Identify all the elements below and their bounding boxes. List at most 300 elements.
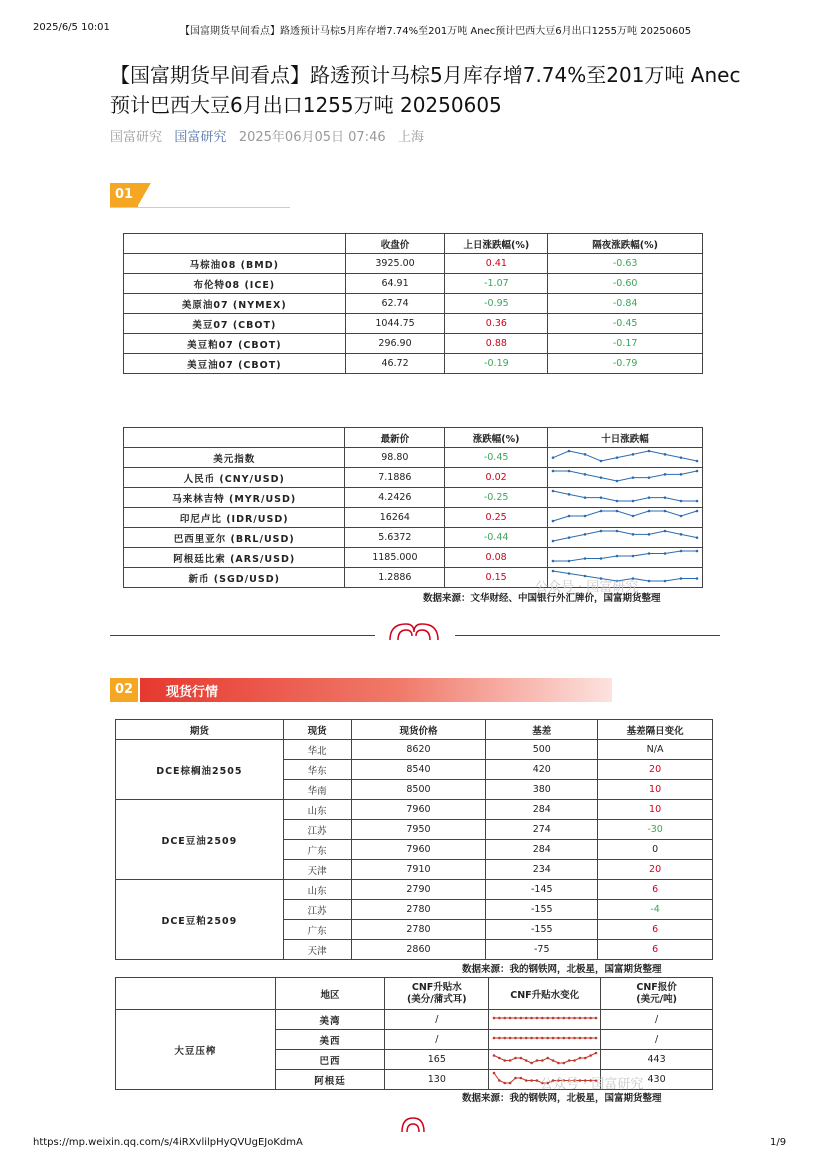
basis-change: -30 (598, 820, 713, 840)
spot-table (115, 719, 713, 960)
trend-point (680, 533, 683, 536)
change-percent: 0.25 (445, 508, 548, 528)
trend-point (616, 555, 619, 558)
trend-point (551, 1059, 554, 1062)
table-header-row (124, 428, 703, 448)
trend-point (535, 1037, 538, 1040)
basis: 234 (486, 860, 598, 880)
trend-point (551, 1037, 554, 1040)
header-cell: CNF升贴水 (美分/蒲式耳) (385, 978, 489, 1010)
basis: 420 (486, 760, 598, 780)
futures-table (123, 233, 703, 374)
sparkline-chart (550, 468, 700, 484)
instrument-name: 布伦特08 (ICE) (124, 274, 346, 294)
futures-contract: DCE豆油2509 (116, 800, 284, 880)
publish-location: 上海 (398, 130, 425, 145)
header-cell: CNF报价 (美元/吨) (601, 978, 713, 1010)
prev-day-change: -0.95 (445, 294, 548, 314)
currency-name: 新币 (SGD/USD) (124, 568, 345, 588)
table-row (124, 548, 703, 568)
basis-change: 6 (598, 940, 713, 960)
data-source: 数据来源：我的钢铁网，北极星，国富期货整理 (462, 964, 662, 975)
trend-point (648, 476, 651, 479)
trend-point (519, 1057, 522, 1060)
trend-point (680, 515, 683, 518)
header-cell: 期货 (116, 720, 284, 740)
basis: -155 (486, 920, 598, 940)
trend-point (541, 1017, 544, 1020)
trend-point (584, 515, 587, 518)
trend-point (600, 557, 603, 560)
trend-point (696, 460, 699, 463)
trend-point (557, 1017, 560, 1020)
trend-point (648, 552, 651, 555)
trend-point (578, 1037, 581, 1040)
trend-point (552, 470, 555, 473)
trend-point (552, 540, 555, 543)
table-header-row (124, 234, 703, 254)
basis: 284 (486, 800, 598, 820)
cnf-premium-trend (489, 1010, 601, 1030)
table-row (124, 468, 703, 488)
trend-point (546, 1057, 549, 1060)
trend-point (578, 1017, 581, 1020)
data-source: 数据来源：文华财经、中国银行外汇牌价，国富期货整理 (423, 593, 661, 604)
trend-point (594, 1037, 597, 1040)
trend-point (584, 557, 587, 560)
table-row (124, 274, 703, 294)
table-header-row (116, 978, 713, 1010)
latest-price: 98.80 (345, 448, 445, 468)
spot-price: 2790 (351, 880, 486, 900)
trend-point (525, 1037, 528, 1040)
trend-point (680, 550, 683, 553)
trend-point (568, 536, 571, 539)
trend-line (553, 471, 697, 481)
spot-region: 江苏 (283, 900, 351, 920)
sparkline-chart (550, 528, 700, 544)
trend-point (589, 1054, 592, 1057)
trend-point (568, 515, 571, 518)
watermark: 公众号 · 国富研究 (540, 1077, 644, 1092)
trend-point (514, 1077, 517, 1080)
currency-name: 阿根廷比索 (ARS/USD) (124, 548, 345, 568)
page-url[interactable]: https://mp.weixin.qq.com/s/4iRXvlilpHyQVUgEJoKdmA (33, 1137, 303, 1148)
cnf-premium: 130 (385, 1070, 489, 1090)
header-cell: 上日涨跌幅(%) (445, 234, 548, 254)
ten-day-trend (547, 528, 702, 548)
trend-point (696, 577, 699, 580)
spot-region: 山东 (283, 880, 351, 900)
table-row (116, 880, 713, 900)
ten-day-trend (547, 448, 702, 468)
sparkline-chart (550, 448, 700, 464)
trend-point (503, 1082, 506, 1085)
section-underline (110, 207, 290, 208)
trend-point (616, 456, 619, 459)
trend-point (632, 515, 635, 518)
trend-point (589, 1037, 592, 1040)
crushing-group: 大豆压榨 (116, 1010, 276, 1090)
trend-point (551, 1017, 554, 1020)
trend-point (664, 552, 667, 555)
trend-point (514, 1057, 517, 1060)
sparkline-chart (550, 548, 700, 564)
table-row (124, 508, 703, 528)
trend-point (562, 1017, 565, 1020)
spot-region: 华南 (283, 780, 351, 800)
spot-price: 8500 (351, 780, 486, 800)
trend-point (568, 470, 571, 473)
currency-name: 美元指数 (124, 448, 345, 468)
futures-contract: DCE棕榈油2505 (116, 740, 284, 800)
overnight-change: -0.45 (548, 314, 703, 334)
trend-point (508, 1082, 511, 1085)
print-datetime: 2025/6/5 10:01 (33, 22, 110, 33)
latest-price: 16264 (345, 508, 445, 528)
trend-point (508, 1017, 511, 1020)
table-row (124, 354, 703, 374)
trend-point (600, 476, 603, 479)
trend-point (573, 1059, 576, 1062)
header-cell: 现货 (283, 720, 351, 740)
change-percent: 0.15 (445, 568, 548, 588)
trend-point (514, 1037, 517, 1040)
table-header-row (116, 720, 713, 740)
trend-point (562, 1062, 565, 1065)
divider-right (455, 635, 720, 636)
trend-point (648, 510, 651, 513)
print-tab-title: 【国富期货早间看点】路透预计马棕5月库存增7.74%至201万吨 Anec预计巴西大豆6月出口1255万吨 20250605 (180, 26, 692, 37)
trend-point (680, 473, 683, 476)
cloud-ornament-icon (400, 1115, 426, 1133)
basis-change: 6 (598, 920, 713, 940)
trend-point (568, 1017, 571, 1020)
header-cell (124, 428, 345, 448)
change-percent: -0.45 (445, 448, 548, 468)
spot-region: 广东 (283, 920, 351, 940)
spot-price: 2780 (351, 920, 486, 940)
trend-point (568, 1059, 571, 1062)
trend-point (568, 560, 571, 563)
trend-point (648, 450, 651, 453)
trend-point (680, 577, 683, 580)
trend-point (498, 1057, 501, 1060)
latest-price: 1185.000 (345, 548, 445, 568)
article-title: 【国富期货早间看点】路透预计马棕5月库存增7.74%至201万吨 Anec预计巴西大豆6月出口1255万吨 20250605 (110, 63, 741, 117)
trend-point (584, 453, 587, 456)
divider-left (110, 635, 375, 636)
trend-point (648, 533, 651, 536)
spot-region: 华东 (283, 760, 351, 780)
cnf-region: 巴西 (275, 1050, 385, 1070)
latest-price: 5.6372 (345, 528, 445, 548)
trend-point (525, 1079, 528, 1082)
trend-point (568, 1037, 571, 1040)
section-number-02: 02 (110, 678, 138, 702)
cnf-premium: / (385, 1010, 489, 1030)
spot-price: 2780 (351, 900, 486, 920)
cnf-premium: 165 (385, 1050, 489, 1070)
basis-change: 20 (598, 860, 713, 880)
sparkline-chart (550, 508, 700, 524)
instrument-name: 美豆油07 (CBOT) (124, 354, 346, 374)
instrument-name: 马棕油08 (BMD) (124, 254, 346, 274)
trend-point (541, 1037, 544, 1040)
trend-point (616, 500, 619, 503)
section-title: 现货行情 (166, 685, 219, 700)
trend-point (664, 530, 667, 533)
cloud-ornament-icon (388, 620, 440, 642)
trend-point (584, 1017, 587, 1020)
cnf-region: 阿根廷 (275, 1070, 385, 1090)
trend-point (600, 510, 603, 513)
trend-point (573, 1017, 576, 1020)
trend-point (578, 1057, 581, 1060)
close-price: 3925.00 (345, 254, 445, 274)
trend-point (600, 530, 603, 533)
currency-name: 巴西里亚尔 (BRL/USD) (124, 528, 345, 548)
trend-point (664, 473, 667, 476)
trend-point (594, 1052, 597, 1055)
header-cell (124, 234, 346, 254)
ten-day-trend (547, 508, 702, 528)
basis: -155 (486, 900, 598, 920)
trend-point (519, 1017, 522, 1020)
trend-point (584, 1037, 587, 1040)
latest-price: 7.1886 (345, 468, 445, 488)
page-number: 1/9 (770, 1137, 787, 1148)
trend-point (535, 1017, 538, 1020)
trend-point (519, 1037, 522, 1040)
trend-point (525, 1017, 528, 1020)
overnight-change: -0.60 (548, 274, 703, 294)
trend-point (530, 1017, 533, 1020)
trend-point (616, 530, 619, 533)
latest-price: 4.2426 (345, 488, 445, 508)
basis-change: N/A (598, 740, 713, 760)
trend-point (535, 1059, 538, 1062)
spot-region: 江苏 (283, 820, 351, 840)
prev-day-change: 0.41 (445, 254, 548, 274)
overnight-change: -0.63 (548, 254, 703, 274)
basis-change: -4 (598, 900, 713, 920)
close-price: 1044.75 (345, 314, 445, 334)
spot-price: 7910 (351, 860, 486, 880)
basis: 284 (486, 840, 598, 860)
trend-point (508, 1037, 511, 1040)
basis-change: 10 (598, 800, 713, 820)
trend-point (584, 533, 587, 536)
spot-price: 7950 (351, 820, 486, 840)
trend-point (530, 1062, 533, 1065)
trend-point (616, 510, 619, 513)
table-row (124, 334, 703, 354)
trend-point (552, 456, 555, 459)
trend-point (648, 580, 651, 583)
trend-point (696, 510, 699, 513)
article-author: 国富研究 (110, 130, 163, 145)
change-percent: 0.08 (445, 548, 548, 568)
article-meta (110, 126, 424, 145)
cnf-premium-trend (489, 1050, 601, 1070)
trend-point (648, 496, 651, 499)
trend-point (503, 1017, 506, 1020)
table-row (124, 448, 703, 468)
trend-line (553, 451, 697, 461)
header-cell: CNF升贴水变化 (489, 978, 601, 1010)
header-cell: 基差 (486, 720, 598, 740)
spot-region: 华北 (283, 740, 351, 760)
cnf-quote: 443 (601, 1050, 713, 1070)
cnf-region: 美湾 (275, 1010, 385, 1030)
section-number-01: 01 (110, 183, 138, 207)
change-percent: -0.25 (445, 488, 548, 508)
instrument-name: 美原油07 (NYMEX) (124, 294, 346, 314)
trend-point (552, 490, 555, 493)
close-price: 64.91 (345, 274, 445, 294)
trend-point (552, 560, 555, 563)
trend-line (553, 531, 697, 541)
trend-point (514, 1017, 517, 1020)
spot-price: 8540 (351, 760, 486, 780)
trend-point (546, 1037, 549, 1040)
trend-point (584, 496, 587, 499)
currency-name: 马来林吉特 (MYR/USD) (124, 488, 345, 508)
spot-region: 山东 (283, 800, 351, 820)
instrument-name: 美豆粕07 (CBOT) (124, 334, 346, 354)
trend-point (616, 480, 619, 483)
sparkline-chart (550, 488, 700, 504)
header-cell: 十日涨跌幅 (547, 428, 702, 448)
trend-point (535, 1079, 538, 1082)
basis: -145 (486, 880, 598, 900)
ten-day-trend (547, 468, 702, 488)
basis: 500 (486, 740, 598, 760)
header-cell: 涨跌幅(%) (445, 428, 548, 448)
trend-line (553, 511, 697, 521)
trend-point (632, 453, 635, 456)
latest-price: 1.2886 (345, 568, 445, 588)
spot-price: 7960 (351, 840, 486, 860)
trend-point (519, 1077, 522, 1080)
spot-region: 广东 (283, 840, 351, 860)
trend-point (664, 510, 667, 513)
close-price: 296.90 (345, 334, 445, 354)
basis: 380 (486, 780, 598, 800)
header-cell: 隔夜涨跌幅(%) (548, 234, 703, 254)
trend-point (492, 1054, 495, 1057)
fx-table (123, 427, 703, 588)
basis-change: 0 (598, 840, 713, 860)
trend-point (546, 1017, 549, 1020)
trend-point (568, 493, 571, 496)
cnf-trend-chart (491, 1030, 599, 1046)
currency-name: 人民币 (CNY/USD) (124, 468, 345, 488)
trend-point (492, 1037, 495, 1040)
trend-point (680, 456, 683, 459)
basis: -75 (486, 940, 598, 960)
futures-contract: DCE豆粕2509 (116, 880, 284, 960)
cnf-quote: / (601, 1010, 713, 1030)
trend-point (568, 572, 571, 575)
cnf-quote: 430 (601, 1070, 713, 1090)
trend-point (498, 1017, 501, 1020)
trend-point (492, 1017, 495, 1020)
overnight-change: -0.79 (548, 354, 703, 374)
trend-point (696, 536, 699, 539)
section-title-bar (140, 678, 612, 702)
trend-point (632, 500, 635, 503)
instrument-name: 美豆07 (CBOT) (124, 314, 346, 334)
header-cell: 地区 (275, 978, 385, 1010)
table-row (124, 488, 703, 508)
prev-day-change: 0.88 (445, 334, 548, 354)
table-row (116, 800, 713, 820)
spot-price: 7960 (351, 800, 486, 820)
trend-point (594, 1017, 597, 1020)
data-source: 数据来源：我的钢铁网，北极星，国富期货整理 (462, 1093, 662, 1104)
overnight-change: -0.84 (548, 294, 703, 314)
trend-point (632, 476, 635, 479)
close-price: 62.74 (345, 294, 445, 314)
basis-change: 20 (598, 760, 713, 780)
trend-point (696, 500, 699, 503)
spot-price: 8620 (351, 740, 486, 760)
basis-change: 6 (598, 880, 713, 900)
trend-point (600, 460, 603, 463)
trend-point (696, 470, 699, 473)
trend-point (696, 550, 699, 553)
header-cell (116, 978, 276, 1010)
change-percent: -0.44 (445, 528, 548, 548)
trend-point (503, 1037, 506, 1040)
prev-day-change: -1.07 (445, 274, 548, 294)
trend-point (530, 1037, 533, 1040)
cnf-premium-trend (489, 1030, 601, 1050)
header-cell: 现货价格 (351, 720, 486, 740)
trend-point (557, 1037, 560, 1040)
trend-point (573, 1037, 576, 1040)
trend-point (508, 1059, 511, 1062)
table-row (124, 528, 703, 548)
header-cell: 基差隔日变化 (598, 720, 713, 740)
trend-point (557, 1062, 560, 1065)
trend-point (584, 1057, 587, 1060)
table-row (124, 314, 703, 334)
trend-point (530, 1079, 533, 1082)
header-cell: 最新价 (345, 428, 445, 448)
prev-day-change: 0.36 (445, 314, 548, 334)
trend-point (503, 1059, 506, 1062)
trend-point (664, 580, 667, 583)
watermark: 公众号 · 国富研究 (535, 580, 639, 595)
section-tab-decor (138, 183, 156, 207)
table-row (124, 254, 703, 274)
currency-name: 印尼卢比 (IDR/USD) (124, 508, 345, 528)
account-link[interactable]: 国富研究 (174, 130, 227, 145)
trend-point (632, 555, 635, 558)
cnf-quote: / (601, 1030, 713, 1050)
trend-point (562, 1037, 565, 1040)
publish-date: 2025年06月05日 07:46 (238, 130, 386, 145)
cnf-premium: / (385, 1030, 489, 1050)
trend-point (498, 1079, 501, 1082)
basis-change: 10 (598, 780, 713, 800)
cnf-region: 美西 (275, 1030, 385, 1050)
trend-point (600, 496, 603, 499)
prev-day-change: -0.19 (445, 354, 548, 374)
